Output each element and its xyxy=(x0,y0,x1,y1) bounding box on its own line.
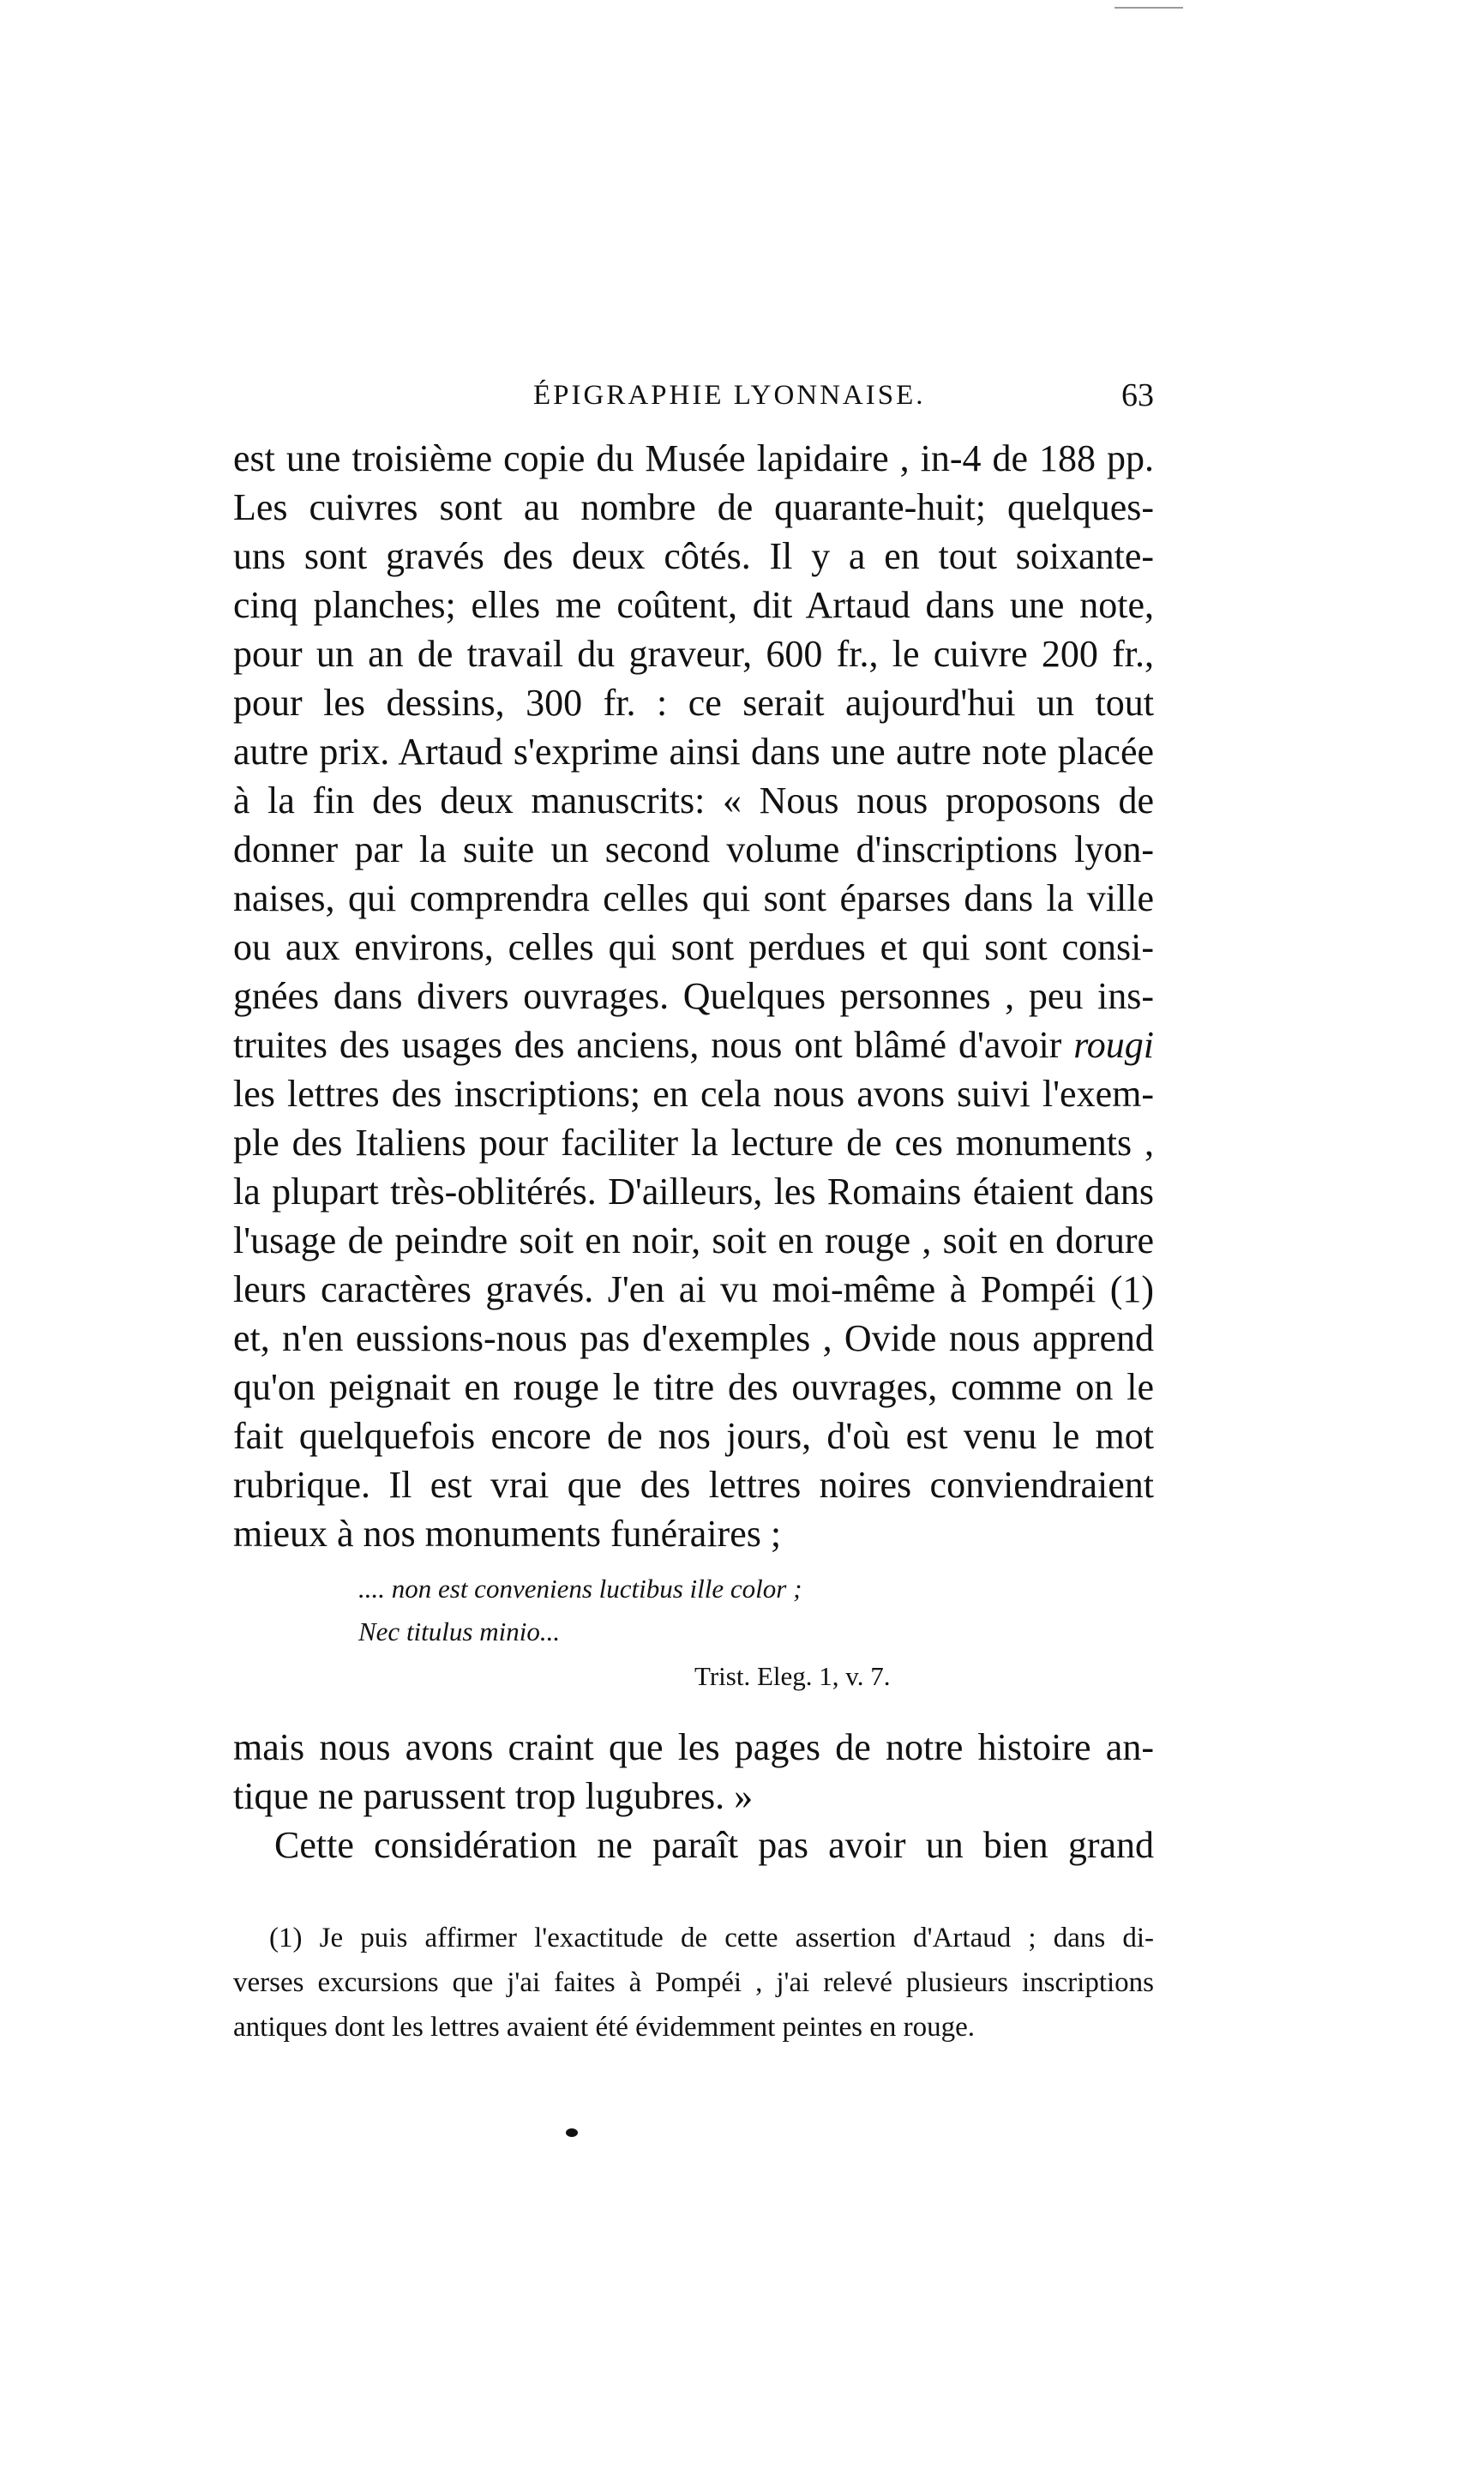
text-line: autre prix. Artaud s'exprime ainsi dans une autre note placée xyxy=(233,731,1154,773)
text-line: mais nous avons craint que les pages de notre histoire an- xyxy=(233,1726,1154,1768)
footnote-line: antiques dont les lettres avaient été évidemment peintes en rouge. xyxy=(233,2012,976,2043)
text-line: qu'on peignait en rouge le titre des ouvrages, comme on le xyxy=(233,1366,1154,1408)
text-line: donner par la suite un second volume d'inscriptions lyon- xyxy=(233,828,1154,870)
text-line: pour un an de travail du graveur, 600 fr., le cuivre 200 fr., xyxy=(233,633,1154,675)
text-line: cinq planches; elles me coûtent, dit Artaud dans une note, xyxy=(233,584,1154,626)
ink-mark xyxy=(566,2128,578,2137)
page-number: 63 xyxy=(1121,377,1154,413)
verse-line: Nec titulus minio... xyxy=(358,1616,561,1646)
text-line: ple des Italiens pour faciliter la lecture de ces monuments , xyxy=(233,1122,1154,1164)
text-line: la plupart très-oblitérés. D'ailleurs, les Romains étaient dans xyxy=(233,1171,1154,1213)
text-line: rubrique. Il est vrai que des lettres noires conviendraient xyxy=(233,1464,1154,1506)
text-line: l'usage de peindre soit en noir, soit en rouge , soit en dorure xyxy=(233,1219,1154,1261)
text-line: tique ne parussent trop lugubres. » xyxy=(233,1775,754,1817)
text-line: à la fin des deux manuscrits: « Nous nous proposons de xyxy=(233,780,1154,822)
top-edge-rule xyxy=(1115,7,1183,9)
verse-citation: Trist. Eleg. 1, v. 7. xyxy=(694,1661,891,1691)
text-line: naises, qui comprendra celles qui sont éparses dans la ville xyxy=(233,877,1154,919)
italic-word: rougi xyxy=(1073,1024,1154,1066)
text-line: mieux à nos monuments funéraires ; xyxy=(233,1513,782,1555)
text-line: leurs caractères gravés. J'en ai vu moi-même à Pompéi (1) xyxy=(233,1268,1154,1310)
running-title: ÉPIGRAPHIE LYONNAISE. xyxy=(533,380,926,411)
verse-line: .... non est conveniens luctibus ille color ; xyxy=(358,1574,802,1604)
footnote-line: (1) Je puis affirmer l'exactitude de cette assertion d'Artaud ; dans di- xyxy=(269,1923,1154,1953)
text-line-with-italic xyxy=(233,1021,1154,1069)
text-segment: truites des usages des anciens, nous ont blâmé d'avoir xyxy=(233,1024,1074,1066)
footnote-line: verses excursions que j'ai faites à Pompéi , j'ai relevé plusieurs inscriptions xyxy=(233,1967,1154,1998)
text-line: et, n'en eussions-nous pas d'exemples , Ovide nous apprend xyxy=(233,1317,1154,1359)
text-line: pour les dessins, 300 fr. : ce serait aujourd'hui un tout xyxy=(233,682,1154,724)
paragraph-first-line: Cette considération ne paraît pas avoir un bien grand xyxy=(274,1824,1154,1866)
text-line: gnées dans divers ouvrages. Quelques personnes , peu ins- xyxy=(233,975,1154,1017)
text-line: les lettres des inscriptions; en cela nous avons suivi l'exem- xyxy=(233,1073,1154,1115)
running-head xyxy=(233,374,1154,417)
text-line: uns sont gravés des deux côtés. Il y a en tout soixante- xyxy=(233,535,1154,577)
text-line: ou aux environs, celles qui sont perdues et qui sont consi- xyxy=(233,926,1154,968)
text-line: est une troisième copie du Musée lapidaire , in-4 de 188 pp. xyxy=(233,437,1154,479)
text-line: fait quelquefois encore de nos jours, d'où est venu le mot xyxy=(233,1415,1154,1457)
text-line: Les cuivres sont au nombre de quarante-huit; quelques- xyxy=(233,486,1154,528)
